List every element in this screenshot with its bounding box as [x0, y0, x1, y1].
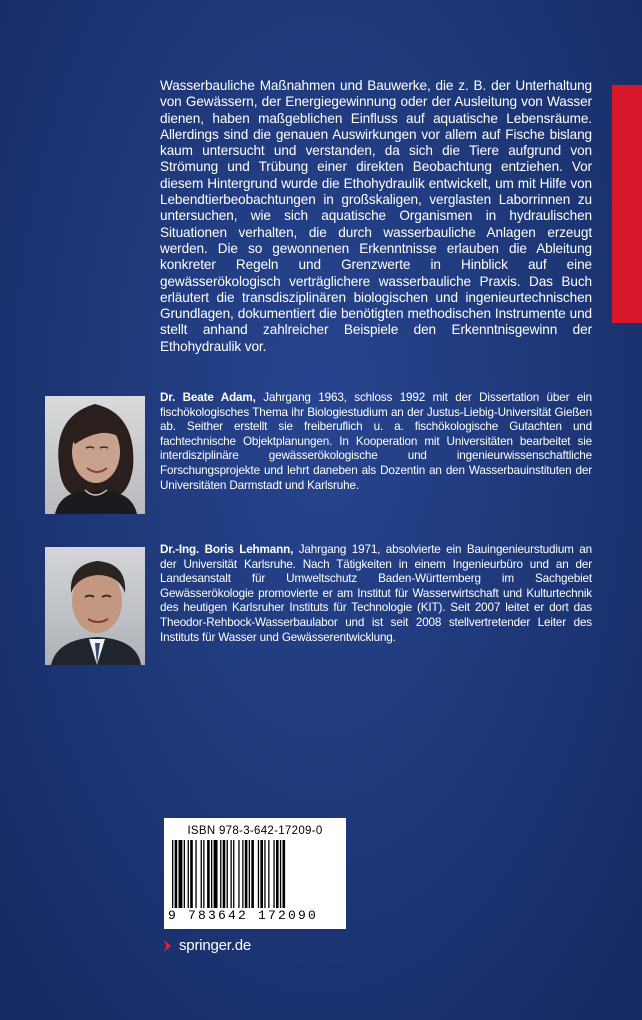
ean-digits: 9 783642 172090 [168, 908, 319, 923]
author-bio-beate-adam [160, 391, 592, 493]
author-photo-beate-adam [45, 396, 145, 514]
author-bio-text: Jahrgang 1963, schloss 1992 mit der Dissertation über ein fischökologisches Thema ihr Biologiestudium an der Justus-Liebig-Universität Gießen ab. Seither erstellt sie freiberuflich u. a. fischökologische Gutachten und fachtechnische Objektplanungen. In Kooperation mit Universitäten bearbeitet sie interdisziplinäre gewässerökologische und ingenieurwissenschaftliche Forschungsprojekte und lehrt daneben als Dozentin an den Wasserbauinstituten der Universitäten Darmstadt und Karlsruhe. [160, 391, 592, 492]
barcode-bars [172, 840, 338, 910]
red-accent-bar [612, 85, 642, 323]
isbn-label: ISBN 978-3-642-17209-0 [187, 825, 323, 837]
author-name: Dr.-Ing. Boris Lehmann, [160, 543, 294, 556]
author-bio-text: Jahrgang 1971, absolvierte ein Bauingenieurstudium an der Universität Karlsruhe. Nach Tätigkeiten in einem Ingenieurbüro und an der Landesanstalt für Umweltschutz Baden-Württemberg im Sachgebiet Gewässerökologie promovierte er am Institut für Wasserwirtschaft und Kulturtechnik des heutigen Karlsruher Instituts für Technologie (KIT). Seit 2007 leitet er dort das Theodor-Rehbock-Wasserbaulabor und ist seit 2008 stellvertretender Leiter des Instituts für Wasser und Gewässerentwicklung. [160, 543, 592, 644]
publisher-logo[interactable] [163, 937, 251, 954]
author-bio-boris-lehmann [160, 543, 592, 645]
publisher-url: springer.de [179, 937, 252, 954]
springer-chevron-icon [163, 939, 173, 953]
author-photo-boris-lehmann [45, 547, 145, 665]
author-name: Dr. Beate Adam, [160, 391, 256, 404]
back-cover-blurb: Wasserbauliche Maßnahmen und Bauwerke, die z. B. der Unterhaltung von Gewässern, der Energiegewinnung oder der Ausleitung von Wasser dienen, haben maßgeblichen Einfluss auf aquatische Lebensräume. Allerdings sind die genauen Auswirkungen vor allem auf Fische bislang kaum untersucht und verstanden, da sich die Tiere aufgrund von Strömung und Trübung einer direkten Beobachtung entziehen. Vor diesem Hintergrund wurde die Ethohydraulik entwickelt, um mit Hilfe von Lebendtierbeobachtungen in großskaligen, verglasten Laborrinnen zu untersuchen, wie sich aquatische Organismen in hydraulischen Situationen verhalten, die durch wasserbauliche Anlagen erzeugt werden. Die so gewonnenen Erkenntnisse erlauben die Ableitung konkreter Regeln und Grenzwerte in Hinblick auf eine gewässerökologisch verträglichere wasserbauliche Praxis. Das Buch erläutert die transdisziplinären biologischen und ingenieurtechnischen Grundlagen, dokumentiert die benötigten methodischen Instrumente und stellt anhand zahlreicher Beispiele den Erkenntnisgewinn der Ethohydraulik vor. [160, 78, 592, 354]
isbn-barcode [164, 818, 346, 929]
